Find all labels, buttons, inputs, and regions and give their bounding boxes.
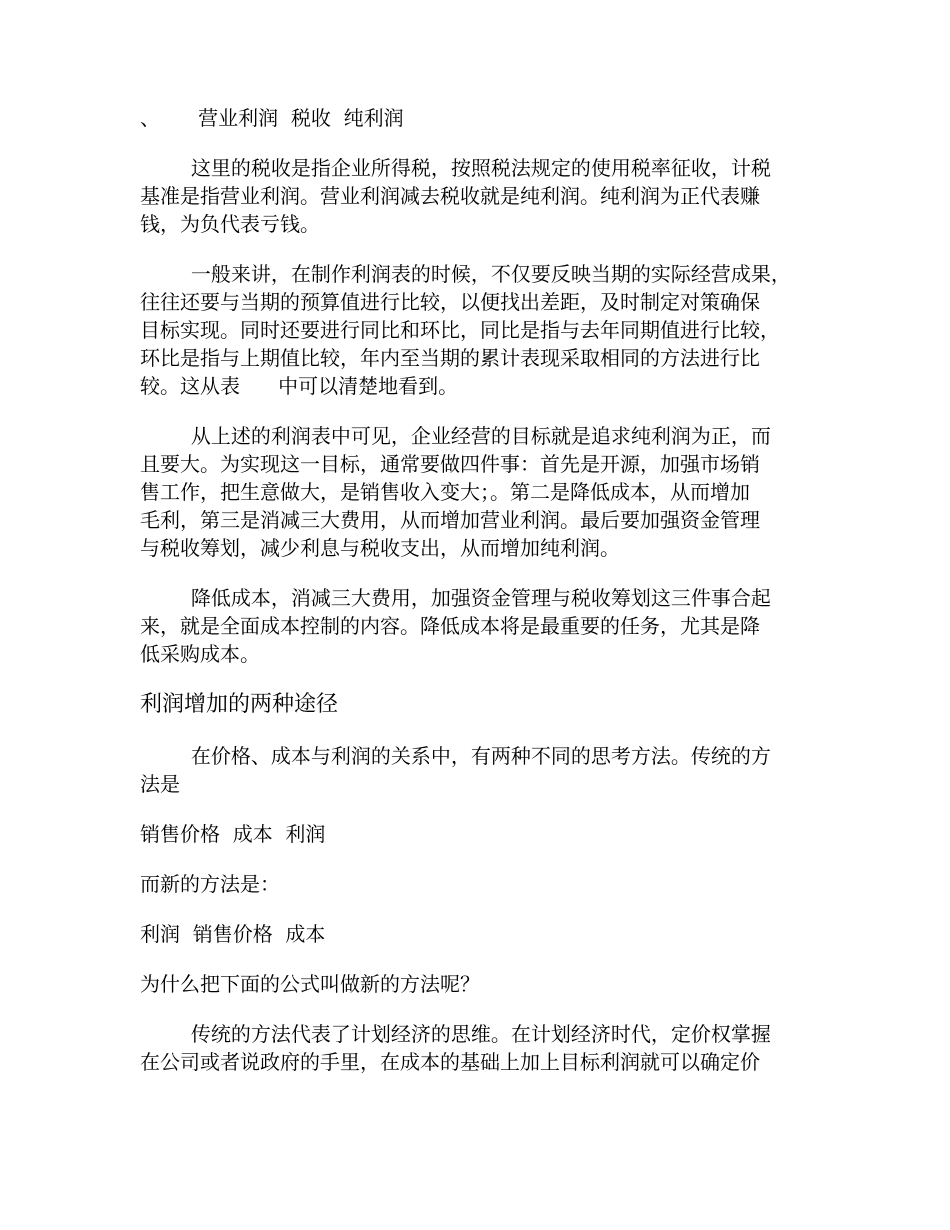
question-line: 为什么把下面的公式叫做新的方法呢？ bbox=[140, 972, 480, 996]
text-line: 且要大。为实现这一目标，通常要做四件事：首先是开源，加强市场销 bbox=[140, 452, 760, 476]
new-method-label: 而新的方法是： bbox=[140, 872, 280, 896]
paragraph-tax-definition bbox=[140, 154, 812, 238]
text-line: 与税收筹划，减少利息与税收支出，从而增加纯利润。 bbox=[140, 536, 620, 560]
text-line: 往往还要与当期的预算值进行比较，以便找出差距，及时制定对策确保 bbox=[140, 290, 760, 314]
text-line: 法是 bbox=[140, 772, 180, 796]
text-line: 从上述的利润表中可见，企业经营的目标就是追求纯利润为正，而 bbox=[140, 424, 771, 448]
document-page bbox=[140, 104, 812, 1098]
text-line: 降低成本，消减三大费用，加强资金管理与税收筹划这三件事合起 bbox=[140, 586, 771, 610]
text-line: 钱，为负代表亏钱。 bbox=[140, 212, 320, 236]
text-line: 环比是指与上期值比较，年内至当期的累计表现采取相同的方法进行比 bbox=[140, 346, 760, 370]
section-heading: 利润增加的两种途径 bbox=[140, 692, 339, 717]
text-line: 基准是指营业利润。营业利润减去税收就是纯利润。纯利润为正代表赚 bbox=[140, 184, 760, 208]
formula-new: 利润 销售价格 成本 bbox=[140, 922, 326, 946]
formula-traditional: 销售价格 成本 利润 bbox=[140, 822, 326, 846]
text-line: 目标实现。同时还要进行同比和环比，同比是指与去年同期值进行比较， bbox=[140, 318, 780, 342]
text-line: 传统的方法代表了计划经济的思维。在计划经济时代，定价权掌握 bbox=[140, 1022, 771, 1046]
paragraph-income-statement bbox=[140, 260, 812, 400]
paragraph-cost-control bbox=[140, 584, 812, 668]
text-line: 在价格、成本与利润的关系中，有两种不同的思考方法。传统的方 bbox=[140, 744, 771, 768]
text-line: 在公司或者说政府的手里，在成本的基础上加上目标利润就可以确定价 bbox=[140, 1050, 760, 1074]
text-line: 这里的税收是指企业所得税，按照税法规定的使用税率征收，计税 bbox=[140, 156, 771, 180]
text-line: 毛利，第三是消减三大费用，从而增加营业利润。最后要加强资金管理 bbox=[140, 508, 760, 532]
section-title-line: 、 营业利润 税收 纯利润 bbox=[140, 106, 404, 130]
text-line: 一般来讲，在制作利润表的时候，不仅要反映当期的实际经营成果， bbox=[140, 262, 791, 286]
paragraph-two-methods bbox=[140, 742, 812, 798]
text-line: 较。这从表 中可以清楚地看到。 bbox=[140, 374, 459, 398]
text-line: 售工作，把生意做大，是销售收入变大；。第二是降低成本，从而增加 bbox=[140, 480, 750, 504]
text-line: 低采购成本。 bbox=[140, 642, 260, 666]
text-line: 来，就是全面成本控制的内容。降低成本将是最重要的任务，尤其是降 bbox=[140, 614, 760, 638]
paragraph-planned-economy bbox=[140, 1020, 812, 1076]
paragraph-business-goal bbox=[140, 422, 812, 562]
